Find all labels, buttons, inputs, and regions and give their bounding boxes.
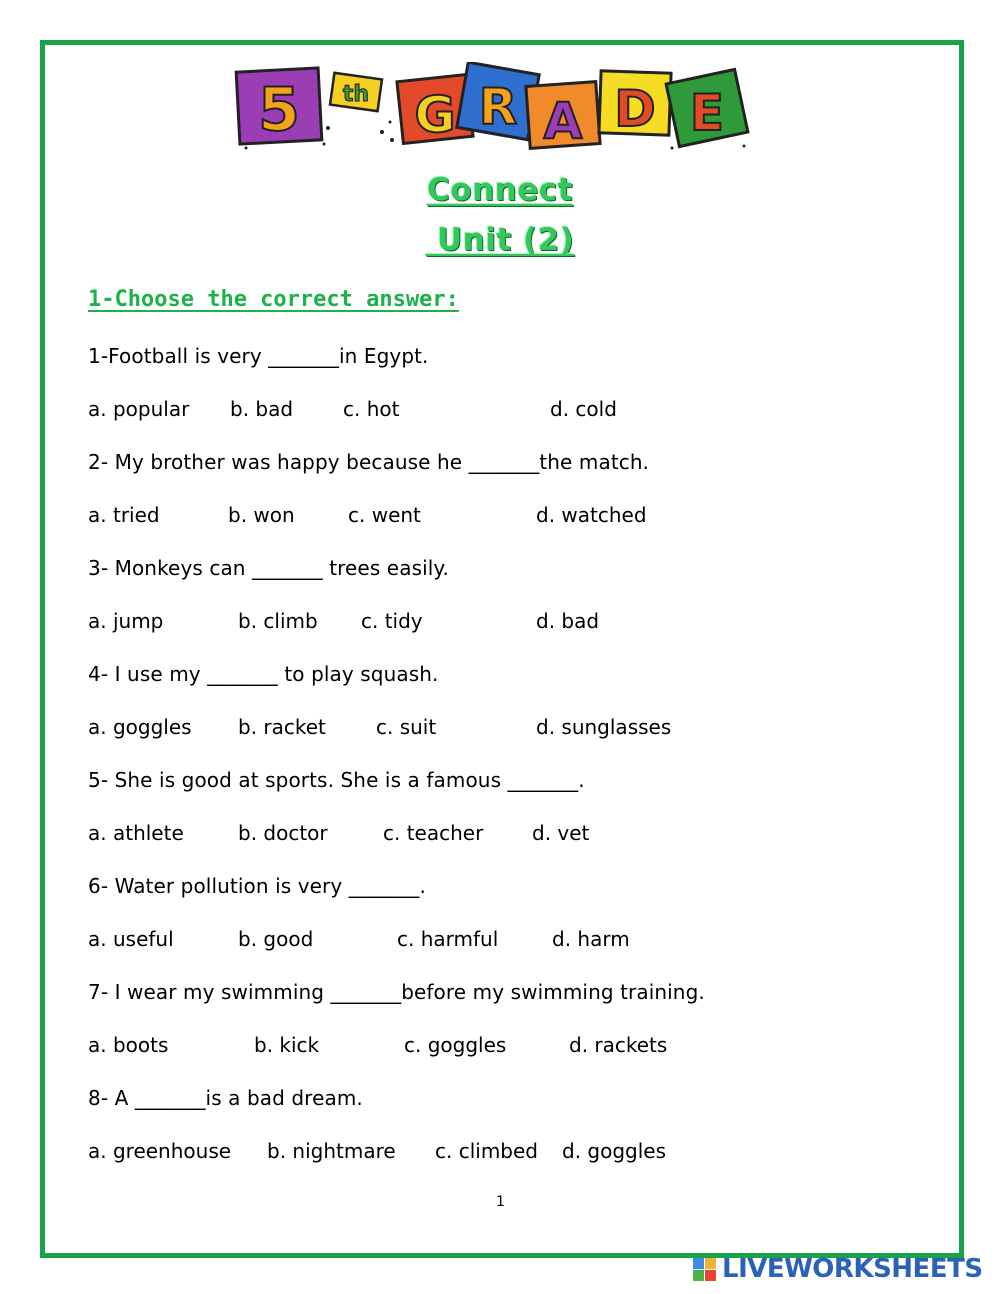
question-4: 4- I use my _______ to play squash. — [88, 662, 439, 686]
liveworksheets-text: LIVEWORKSHEETS — [722, 1254, 983, 1284]
option-4d[interactable]: d. sunglasses — [536, 715, 672, 739]
question-7: 7- I wear my swimming _______before my swimming training. — [88, 980, 705, 1004]
banner-letter-a: A — [543, 92, 583, 150]
question-2: 2- My brother was happy because he _______the match. — [88, 450, 650, 474]
option-3d[interactable]: d. bad — [536, 609, 600, 633]
question-8: 8- A _______is a bad dream. — [88, 1086, 363, 1110]
option-1c[interactable]: c. hot — [343, 397, 400, 421]
option-1b[interactable]: b. bad — [230, 397, 294, 421]
page-number: 1 — [496, 1194, 505, 1210]
option-3b[interactable]: b. climb — [238, 609, 318, 633]
liveworksheets-blocks-icon — [692, 1257, 718, 1283]
question-5: 5- She is good at sports. She is a famous _______. — [88, 768, 585, 792]
question-3: 3- Monkeys can _______ trees easily. — [88, 556, 449, 580]
liveworksheets-logo — [692, 1255, 992, 1285]
question-6: 6- Water pollution is very _______. — [88, 874, 426, 898]
grade-banner-logo — [232, 62, 752, 154]
option-2c[interactable]: c. went — [348, 503, 421, 527]
option-6d[interactable]: d. harm — [552, 927, 630, 951]
banner-suffix: th — [342, 82, 370, 107]
option-4a[interactable]: a. goggles — [88, 715, 192, 739]
title-line-2-wrap — [0, 222, 1000, 258]
option-5d[interactable]: d. vet — [532, 821, 590, 845]
option-1a[interactable]: a. popular — [88, 397, 190, 421]
worksheet-title: Connect — [427, 172, 573, 208]
option-3c[interactable]: c. tidy — [361, 609, 423, 633]
option-4c[interactable]: c. suit — [376, 715, 437, 739]
option-7d[interactable]: d. rackets — [569, 1033, 668, 1057]
option-3a[interactable]: a. jump — [88, 609, 164, 633]
banner-letter-r: R — [478, 78, 518, 136]
unit-title: Unit (2) — [425, 222, 575, 258]
section-heading: 1-Choose the correct answer: — [88, 287, 459, 312]
option-2d[interactable]: d. watched — [536, 503, 647, 527]
banner-letter-e: E — [689, 84, 725, 142]
option-6a[interactable]: a. useful — [88, 927, 174, 951]
option-2a[interactable]: a. tried — [88, 503, 160, 527]
option-8b[interactable]: b. nightmare — [267, 1139, 396, 1163]
question-1: 1-Football is very _______in Egypt. — [88, 344, 429, 368]
option-2b[interactable]: b. won — [228, 503, 295, 527]
option-8d[interactable]: d. goggles — [562, 1139, 667, 1163]
option-8a[interactable]: a. greenhouse — [88, 1139, 232, 1163]
option-4b[interactable]: b. racket — [238, 715, 326, 739]
option-7a[interactable]: a. boots — [88, 1033, 169, 1057]
banner-letter-d: D — [614, 80, 656, 138]
option-8c[interactable]: c. climbed — [435, 1139, 538, 1163]
banner-digit: 5 — [258, 75, 300, 145]
banner-letter-g: G — [414, 86, 456, 144]
option-7b[interactable]: b. kick — [254, 1033, 320, 1057]
option-5b[interactable]: b. doctor — [238, 821, 328, 845]
option-7c[interactable]: c. goggles — [404, 1033, 507, 1057]
option-1d[interactable]: d. cold — [550, 397, 617, 421]
option-6b[interactable]: b. good — [238, 927, 314, 951]
option-5c[interactable]: c. teacher — [383, 821, 484, 845]
option-5a[interactable]: a. athlete — [88, 821, 184, 845]
title-line-1-wrap — [0, 172, 1000, 208]
option-6c[interactable]: c. harmful — [397, 927, 499, 951]
